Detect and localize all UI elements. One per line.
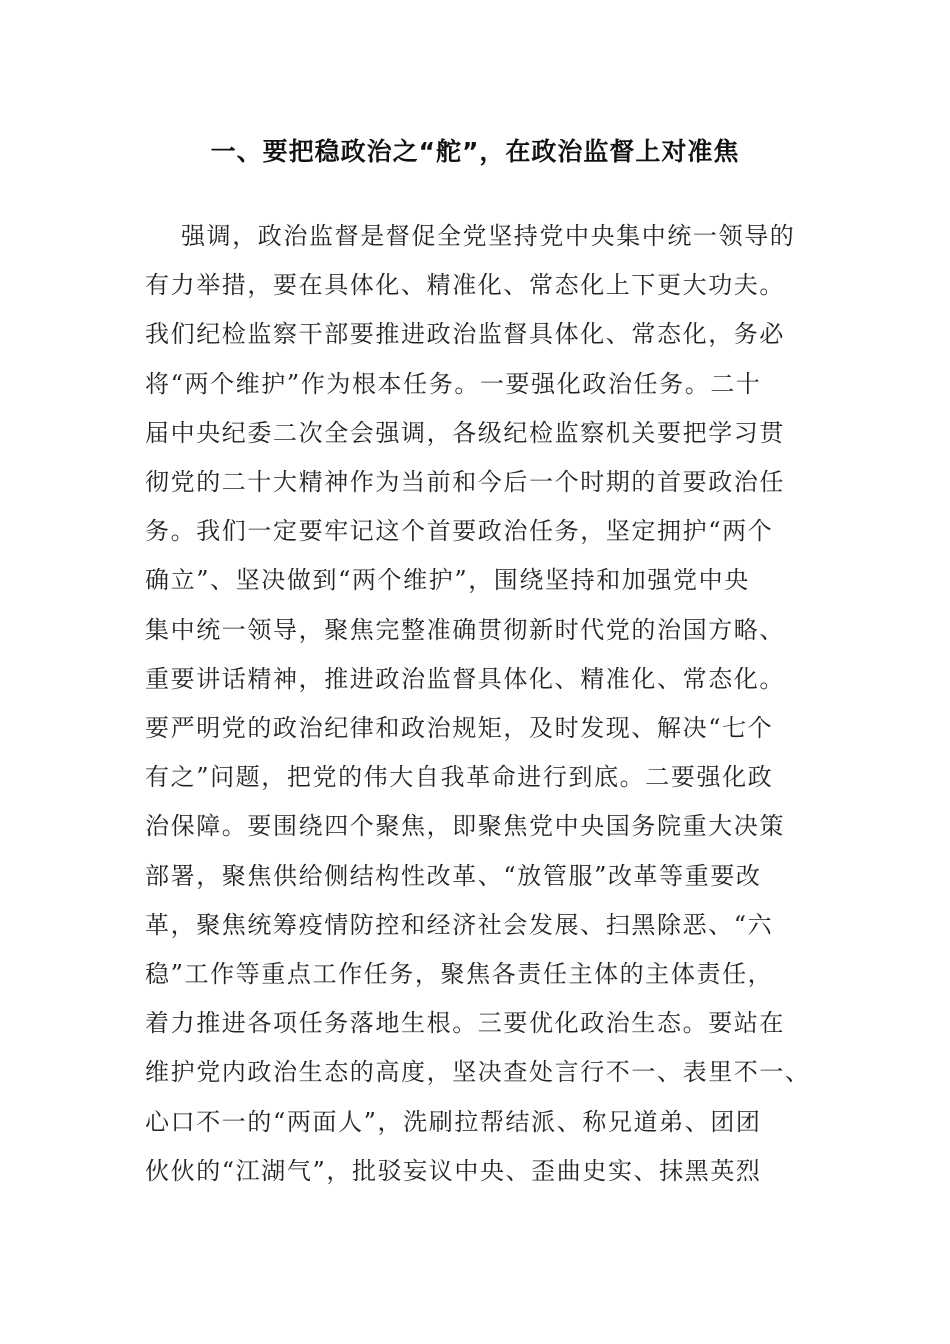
paragraph-line: 将“两个维护”作为根本任务。一要强化政治任务。二十 bbox=[145, 369, 762, 398]
paragraph-line: 心口不一的“两面人”，洗刷拉帮结派、称兄道弟、团团 bbox=[145, 1107, 762, 1136]
paragraph-line: 维护党内政治生态的高度，坚决查处言行不一、表里不一、 bbox=[145, 1058, 811, 1087]
paragraph-line: 彻党的二十大精神作为当前和今后一个时期的首要政治任 bbox=[145, 468, 785, 497]
paragraph-line: 重要讲话精神，推进政治监督具体化、精准化、常态化。 bbox=[145, 664, 785, 693]
paragraph-line: 集中统一领导，聚焦完整准确贯彻新时代党的治国方略、 bbox=[145, 615, 785, 644]
paragraph-line: 治保障。要围绕四个聚焦，即聚焦党中央国务院重大决策 bbox=[145, 812, 785, 841]
paragraph-line: 着力推进各项任务落地生根。三要优化政治生态。要站在 bbox=[145, 1009, 785, 1038]
paragraph-line: 确立”、坚决做到“两个维护”，围绕坚持和加强党中央 bbox=[145, 566, 750, 595]
paragraph-line: 要严明党的政治纪律和政治规矩，及时发现、解决“七个 bbox=[145, 714, 774, 743]
paragraph-line: 伙伙的“江湖气”，批驳妄议中央、歪曲史实、抹黑英烈 bbox=[145, 1156, 762, 1185]
paragraph-line: 稳”工作等重点工作任务，聚焦各责任主体的主体责任， bbox=[145, 960, 774, 989]
paragraph-line: 有之”问题，把党的伟大自我革命进行到底。二要强化政 bbox=[145, 763, 774, 792]
paragraph-line: 有力举措，要在具体化、精准化、常态化上下更大功夫。 bbox=[145, 271, 785, 300]
paragraph-line: 革，聚焦统筹疫情防控和经济社会发展、扫黑除恶、“六 bbox=[145, 910, 774, 939]
paragraph-line: 部署，聚焦供给侧结构性改革、“放管服”改革等重要改 bbox=[145, 861, 762, 890]
body-paragraph bbox=[145, 212, 811, 1196]
paragraph-line: 届中央纪委二次全会强调，各级纪检监察机关要把学习贯 bbox=[145, 418, 785, 447]
paragraph-line: 我们纪检监察干部要推进政治监督具体化、常态化，务必 bbox=[145, 320, 785, 349]
paragraph-line: 务。我们一定要牢记这个首要政治任务，坚定拥护“两个 bbox=[145, 517, 774, 546]
paragraph-line: 强调，政治监督是督促全党坚持党中央集中统一领导的 bbox=[181, 222, 796, 250]
section-heading: 一、要把稳政治之“舵”，在政治监督上对准焦 bbox=[210, 137, 740, 166]
